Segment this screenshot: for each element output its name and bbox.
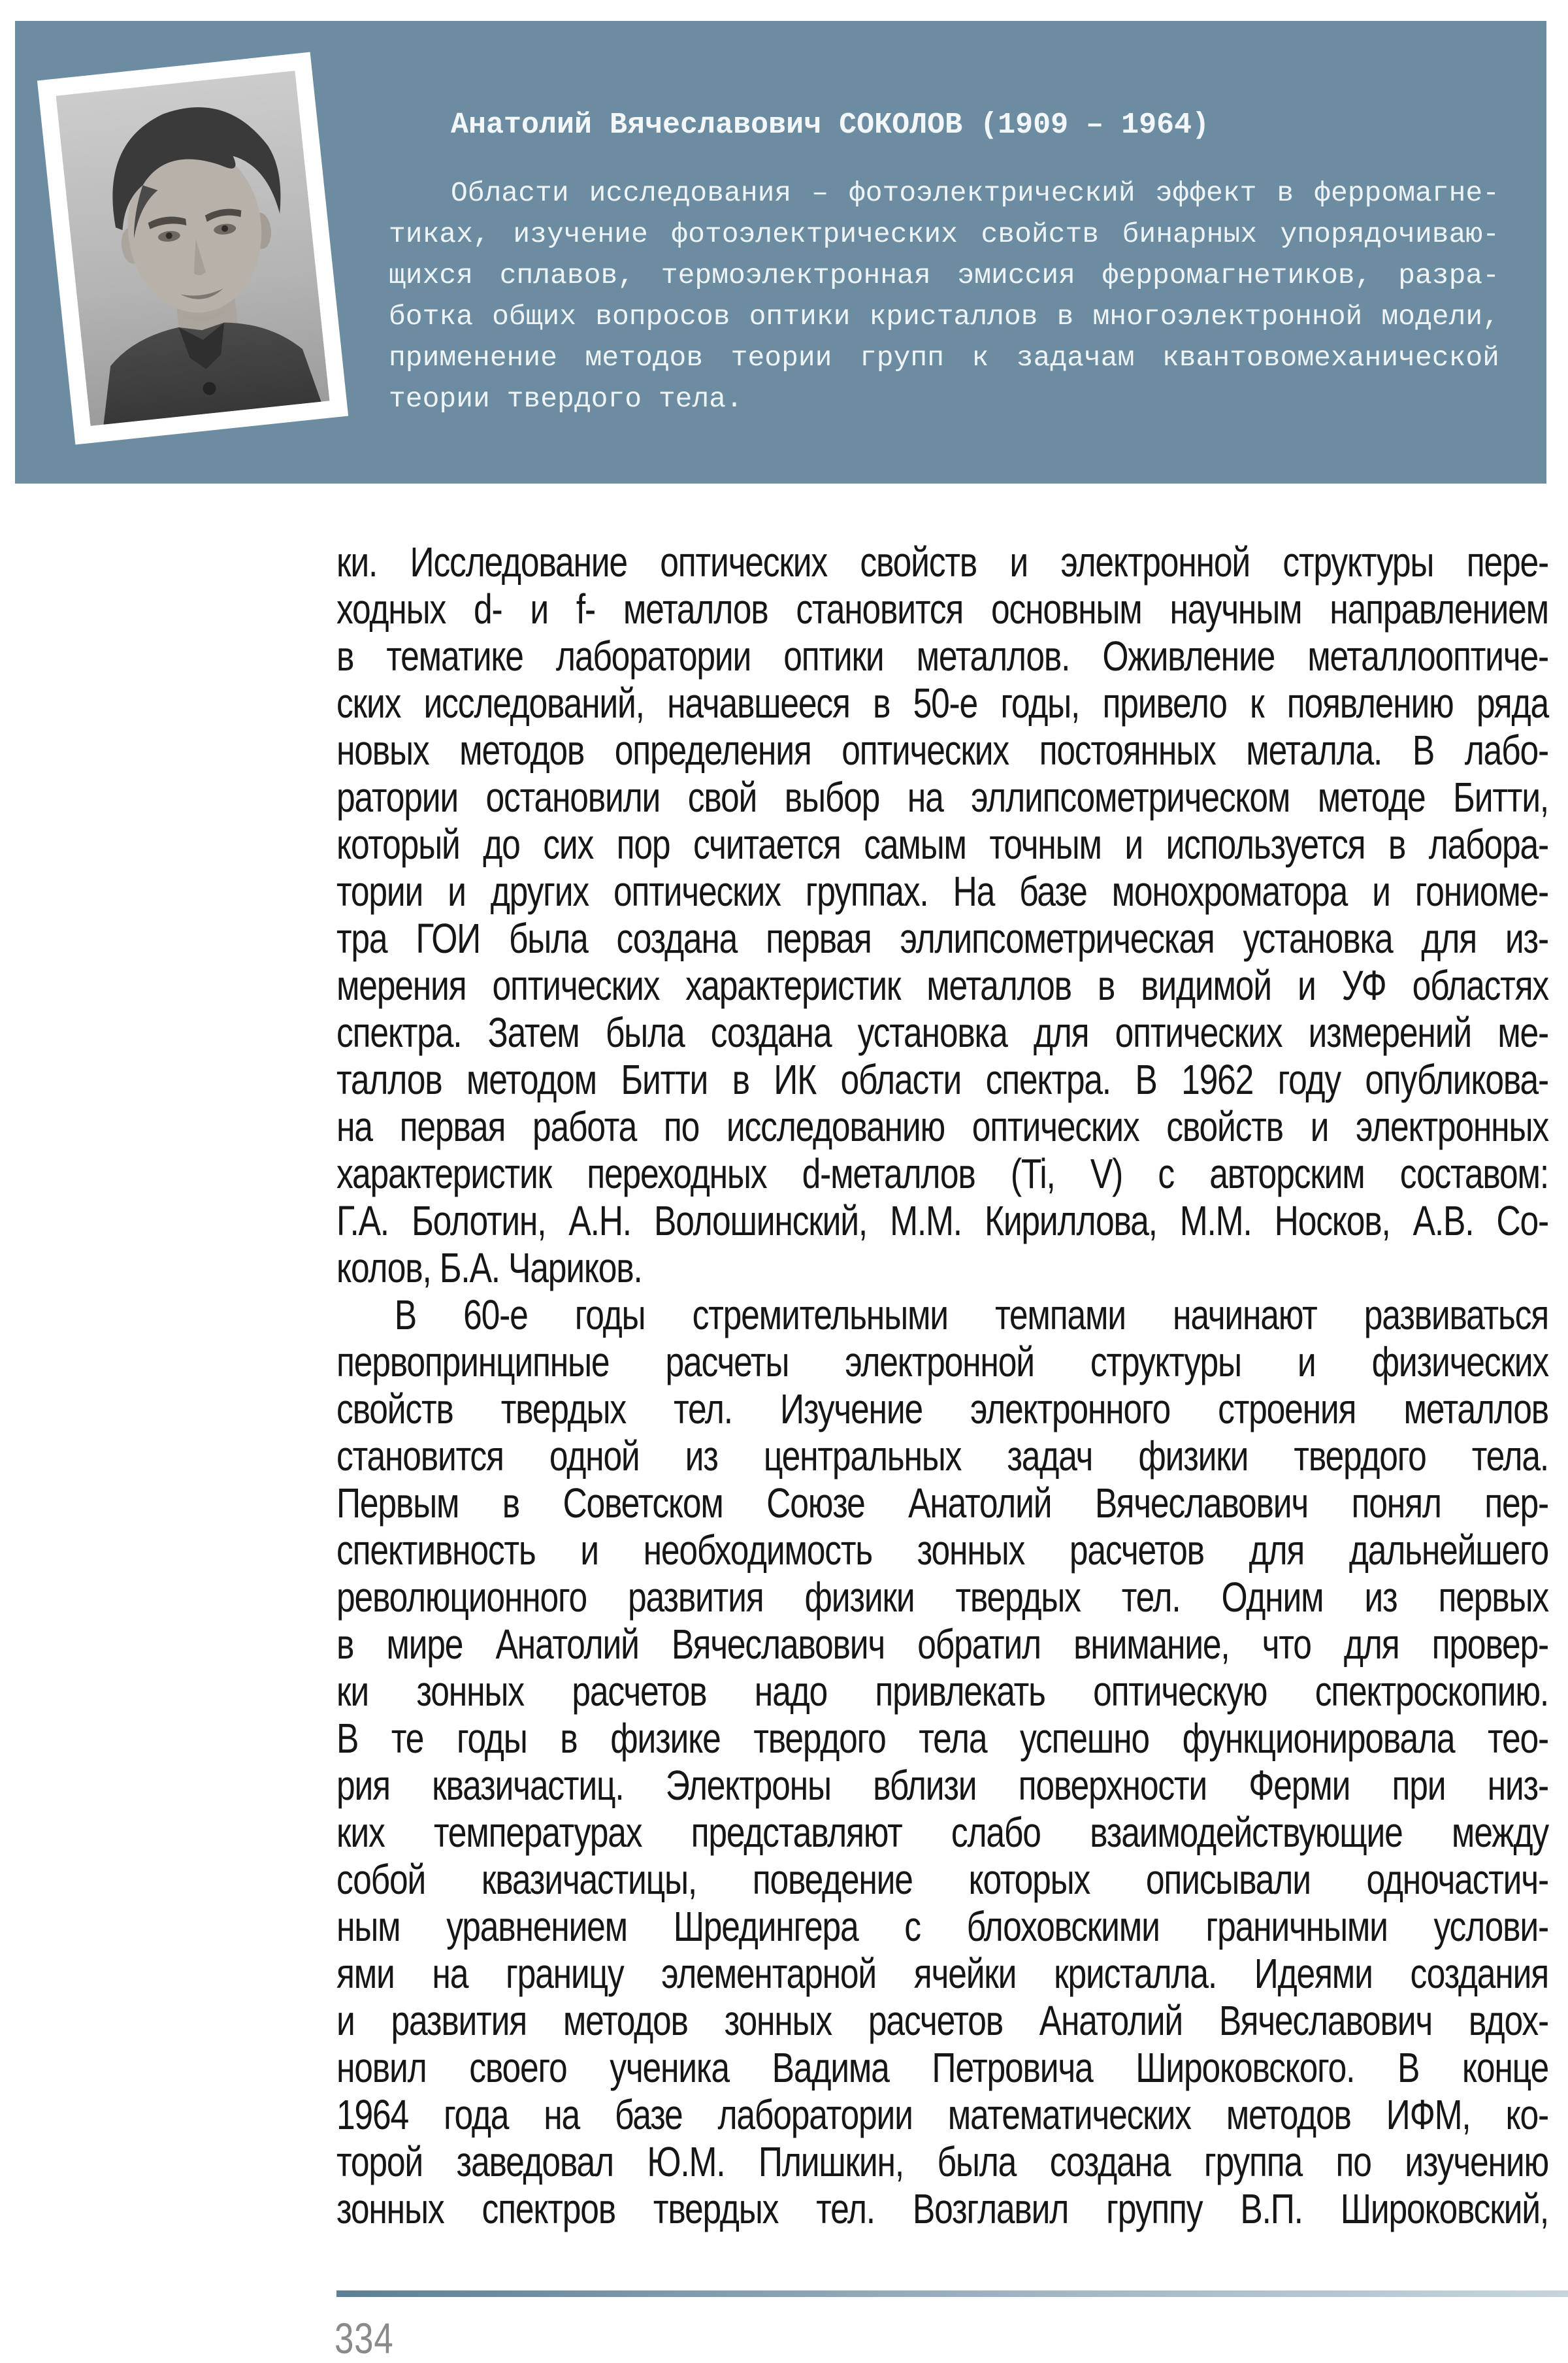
text-line: Г.А. Болотин, А.Н. Волошинский, М.М. Кириллова, М.М. Носков, А.В. Со- [336,1197,1548,1244]
text-line: ких температурах представляют слабо взаимодействующие между [336,1809,1548,1856]
text-line: ями на границу элементарной ячейки кристалла. Идеями создания [336,1950,1548,1997]
text-line: первопринципные расчеты электронной структуры и физических [336,1338,1548,1385]
text-line: В 60-е годы стремительными темпами начинают развиваться [394,1291,1548,1338]
research-areas-description [389,173,1499,420]
text-line: применение методов теории групп к задачам квантовомеханической [389,342,1499,374]
text-line: на первая работа по исследованию оптических свойств и электронных [336,1103,1548,1150]
text-line: ки зонных расчетов надо привлекать оптическую спектроскопию. [336,1668,1548,1715]
text-line: 1964 года на базе лаборатории математических методов ИФМ, ко- [336,2091,1548,2138]
text-line: тории и других оптических группах. На базе монохроматора и гониоме- [336,868,1548,915]
text-line: ратории остановили свой выбор на эллипсометрическом методе Битти, [336,774,1548,821]
text-line: мерения оптических характеристик металлов в видимой и УФ областях [336,962,1548,1009]
paragraph-band-calculations [336,1291,1548,2232]
text-line: торой заведовал Ю.М. Плишкин, была создана группа по изучению [336,2138,1548,2185]
text-line: ным уравнением Шредингера с блоховскими граничными услови- [336,1903,1548,1950]
text-line: рия квазичастиц. Электроны вблизи поверхности Ферми при низ- [336,1762,1548,1809]
text-line: ботка общих вопросов оптики кристаллов в многоэлектронной модели, [389,301,1499,333]
text-line: спектра. Затем была создана установка для оптических измерений ме- [336,1009,1548,1056]
text-line: революционного развития физики твердых тел. Одним из первых [336,1574,1548,1621]
text-line: спективность и необходимость зонных расчетов для дальнейшего [336,1527,1548,1574]
text-line: В те годы в физике твердого тела успешно функционировала тео- [336,1715,1548,1762]
text-line: тиках, изучение фотоэлектрических свойств бинарных упорядочиваю- [389,218,1499,250]
text-line: таллов методом Битти в ИК области спектра. В 1962 году опубликова- [336,1056,1548,1103]
footer-divider [336,2290,1568,2297]
text-line: тра ГОИ была создана первая эллипсометрическая установка для из- [336,915,1548,962]
paragraph-optics-research [336,538,1548,1291]
main-text-column [336,538,1548,2232]
text-line: становится одной из центральных задач физики твердого тела. [336,1432,1548,1479]
page-number: 334 [335,2314,394,2362]
text-line: Первым в Советском Союзе Анатолий Вячеславович понял пер- [336,1479,1548,1527]
text-line: и развития методов зонных расчетов Анатолий Вячеславович вдох- [336,1997,1548,2044]
text-line: теории твердого тела. [389,383,743,415]
text-line: свойств твердых тел. Изучение электронного строения металлов [336,1385,1548,1432]
portrait-photo-image [56,71,329,426]
text-line: ки. Исследование оптических свойств и электронной структуры пере- [336,538,1548,586]
text-line: ских исследований, начавшееся в 50-е годы, привело к появлению ряда [336,680,1548,727]
text-line: колов, Б.А. Чариков. [336,1244,642,1291]
text-line: ходных d- и f- металлов становится основным научным направлением [336,586,1548,633]
text-line: в мире Анатолий Вячеславович обратил внимание, что для провер- [336,1621,1548,1668]
person-name-heading: Анатолий Вячеславович СОКОЛОВ (1909 – 1964) [451,108,1210,142]
text-line: характеристик переходных d-металлов (Ti, V) с авторским составом: [336,1150,1548,1197]
text-line: щихся сплавов, термоэлектронная эмиссия ферромагнетиков, разра- [389,259,1499,291]
portrait-photo [37,52,348,445]
text-line: собой квазичастицы, поведение которых описывали одночастич- [336,1856,1548,1903]
text-line: новых методов определения оптических постоянных металла. В лабо- [336,727,1548,774]
text-line: зонных спектров твердых тел. Возглавил группу В.П. Широковский, [336,2185,1548,2232]
text-line: в тематике лаборатории оптики металлов. Оживление металлооптиче- [336,633,1548,680]
text-line: новил своего ученика Вадима Петровича Широковского. В конце [336,2044,1548,2091]
text-line: Области исследования – фотоэлектрический эффект в ферромагне- [451,177,1499,209]
text-line: который до сих пор считается самым точным и используется в лабора- [336,821,1548,868]
